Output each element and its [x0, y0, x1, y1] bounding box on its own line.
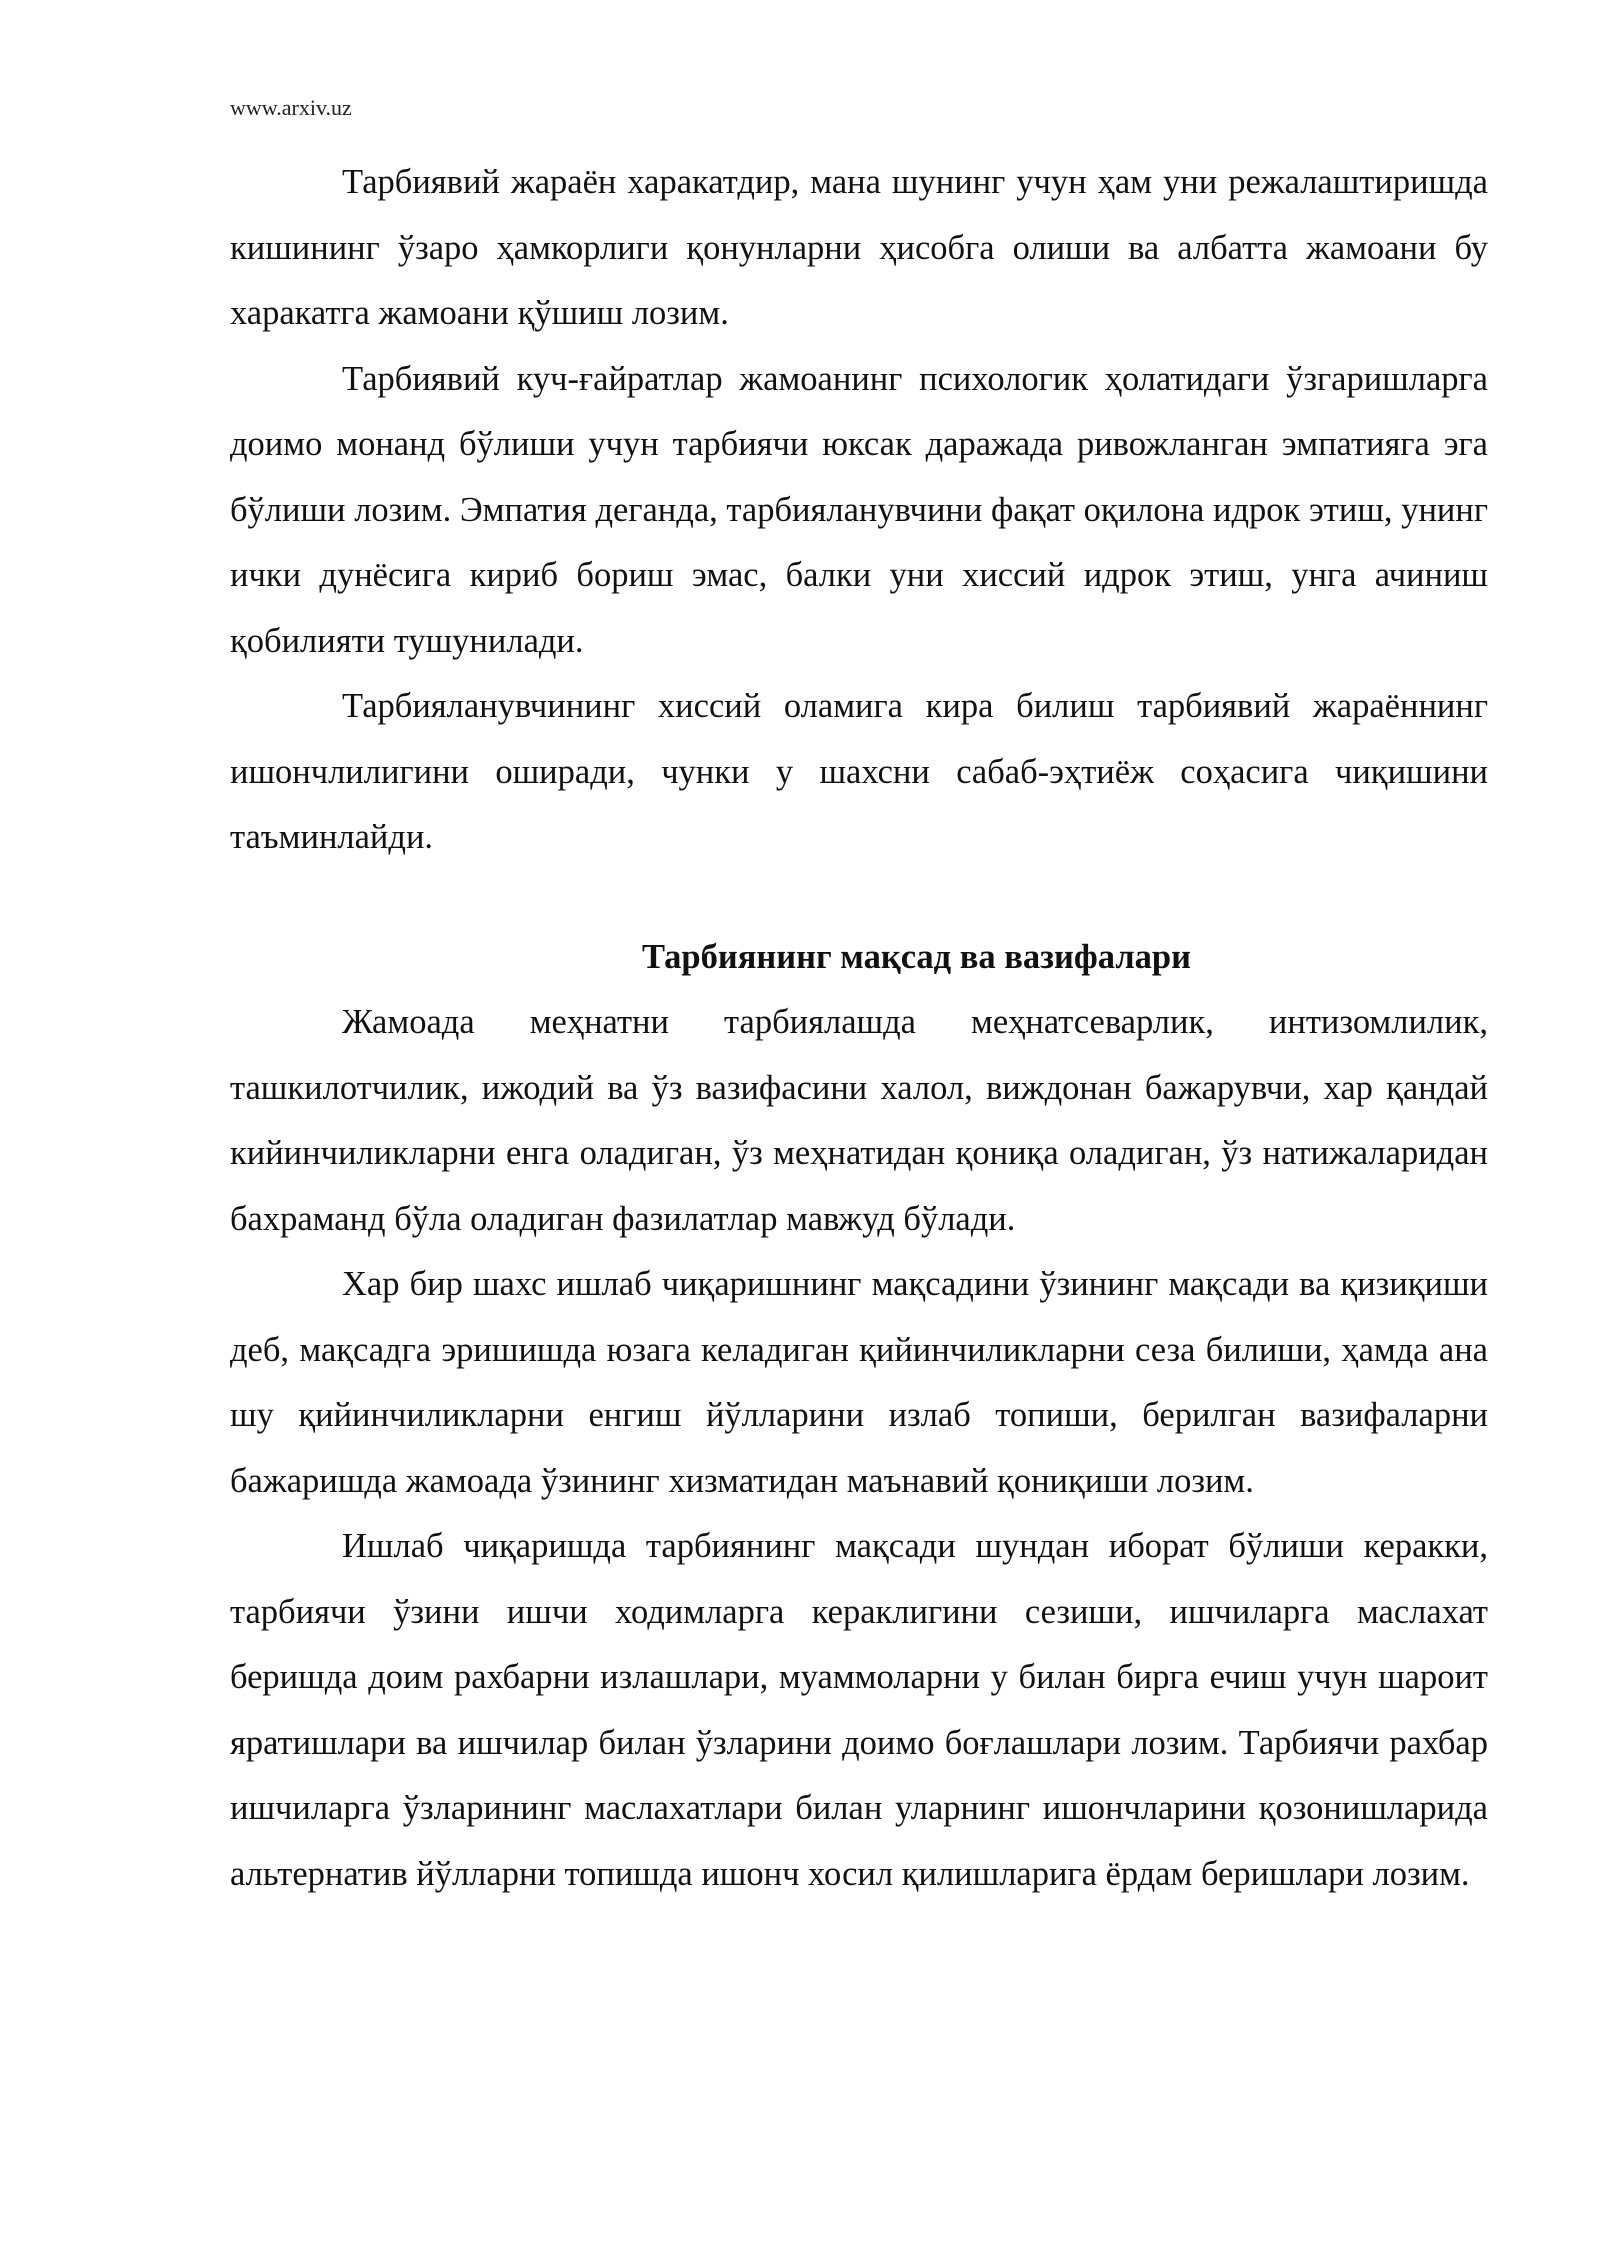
paragraph-1: Тарбиявий жараён харакатдир, мана шунинг учун ҳам уни режалаштиришда кишининг ўзаро ҳамкорлиги қонунларни ҳисобга олиши ва албатта жамоани бу харакатга жамоани қўшиш лозим.: [230, 163, 1488, 332]
paragraph-4: Жамоада меҳнатни тарбиялашда меҳнатсеварлик, интизомлилик, ташкилотчилик, ижодий ва ўз вазифасини халол, виждонан бажарувчи, хар қандай кийинчиликларни енга оладиган, ўз меҳнатидан қониқа оладиган, ўз натижаларидан бахраманд бўла оладиган фазилатлар мавжуд бўлади.: [230, 1003, 1488, 1238]
section-heading: Тарбиянинг мақсад ва вазифалари: [642, 937, 1191, 976]
paragraph-3: Тарбияланувчининг хиссий оламига кира билиш тарбиявий жараённинг ишончлилигини оширади, чунки у шахсни сабаб-эҳтиёж соҳасига чиқишини таъминлайди.: [230, 687, 1488, 856]
source-url: www.arxiv.uz: [230, 95, 352, 120]
paragraph-5: Хар бир шахс ишлаб чиқаришнинг мақсадини ўзининг мақсади ва қизиқиши деб, мақсадга эришишда юзага келадиган қийинчиликларни сеза билиши, ҳамда ана шу қийинчиликларни енгиш йўлларини излаб топиши, берилган вазифаларни бажаришда жамоада ўзининг хизматидан маънавий қониқиши лозим.: [230, 1265, 1488, 1500]
paragraph-2: Тарбиявий куч-ғайратлар жамоанинг психологик ҳолатидаги ўзгаришларга доимо монанд бўлиши учун тарбиячи юксак даражада ривожланган эмпатияга эга бўлиши лозим. Эмпатия деганда, тарбияланувчини фақат оқилона идрок этиш, унинг ички дунёсига кириб бориш эмас, балки уни хиссий идрок этиш, унга ачиниш қобилияти тушунилади.: [230, 359, 1488, 660]
paragraph-6: Ишлаб чиқаришда тарбиянинг мақсади шундан иборат бўлиши керакки, тарбиячи ўзини ишчи ходимларга кераклигини сезиши, ишчиларга маслахат беришда доим рахбарни излашлари, муаммоларни у билан бирга ечиш учун шароит яратишлари ва ишчилар билан ўзларини доимо боғлашлари лозим. Тарбиячи рахбар ишчиларга ўзларининг маслахатлари билан уларнинг ишончларини қозонишларида альтернатив йўлларни топишда ишонч хосил қилишларига ёрдам беришлари лозим.: [230, 1527, 1488, 1893]
document-body: [230, 150, 1488, 1907]
